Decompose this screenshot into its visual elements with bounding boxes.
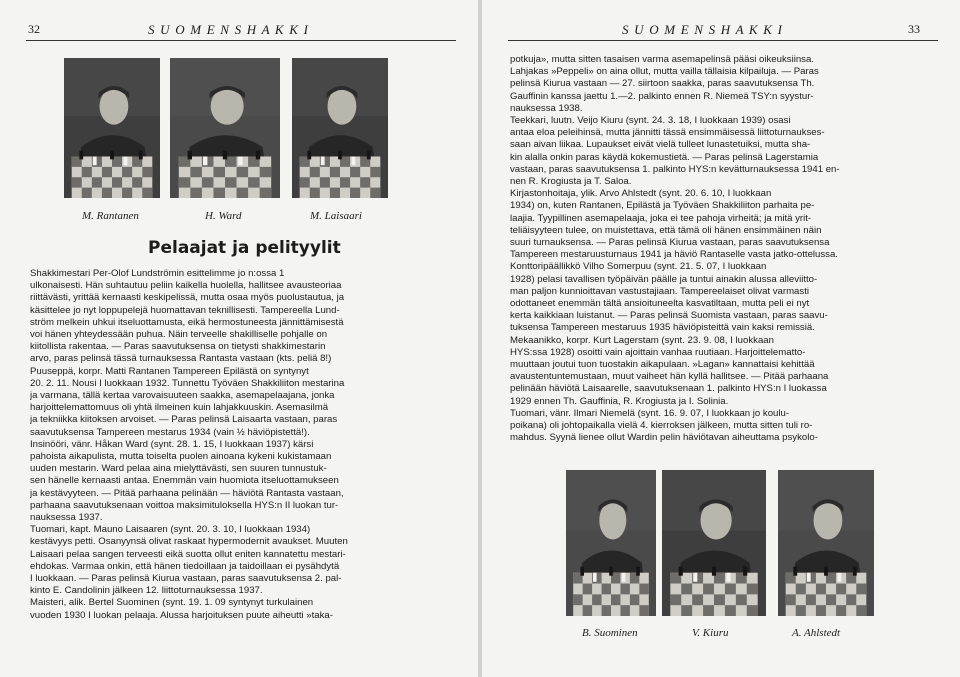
text-line: riittävästi, yrittää kernaasti keskipelissä, mutta osaa myös puolustautua, ja [30, 292, 345, 304]
text-line: 20. 2. 11. Nousi I luokkaan 1932. Tunnettu Työväen Shakkiliiton mestarina [30, 377, 345, 389]
article-title: Pelaajat ja pelityylit [148, 238, 341, 258]
text-line: vastaan, paras saavutuksensa 1. palkinto HYS:n kevätturnauksessa 1941 en- [510, 163, 840, 175]
photo-suominen [566, 470, 656, 616]
text-line: kestävyys petti. Osanyynsä olivat raskaat hypermodernit avaukset. Muuten [30, 536, 348, 548]
right-page [482, 0, 960, 677]
text-line: saan aivan liikaa. Lupaukset eivät vielä tulleet lunastetuiksi, mutta sha- [510, 139, 811, 151]
text-line: ulkonaisesti. Hän suhtautuu peliin kaikella huolella, hallitsee avausteoriaa [30, 280, 342, 292]
photo-chess-player [170, 58, 280, 198]
text-line: tuksensa Tampereen mestaruus 1935 häviöpisteittä vain kaksi remissiä. [510, 322, 815, 334]
photo-chess-player [778, 470, 874, 616]
text-line: pahoista aikapulista, mutta toiselta puolen ainoana kykeni kukistamaan [30, 451, 332, 463]
photo-caption: H. Ward [205, 210, 242, 222]
right-text-column [510, 54, 936, 445]
text-line: Laisaari pelaa sangen terveesti eikä suotta ollut eniten kannatettu mestari- [30, 548, 346, 560]
text-line: ja tekniikka kiitoksen arvoiset. — Paras pelinsä Laisaarta vastaan, paras [30, 414, 338, 426]
photo-ahlstedt [778, 470, 874, 616]
text-line: Mekaanikko, korpr. Kurt Lagerstam (synt. 23. 9. 08, I luokkaan [510, 334, 774, 346]
text-line: pelinään häviötä Laisaarelle, saavutuksenaan 1. palkinto HYS:n I luokassa [510, 383, 827, 395]
text-line: Tampereen mestaruusturnaus 1941 ja häviö Rantaselle vasta jatko-ottelussa. [510, 249, 838, 261]
photo-caption: V. Kiuru [692, 627, 729, 639]
text-line: muuttaan joutui tuon tuostakin aikapulaan. »Lagan» kannattaisi kehittää [510, 359, 815, 371]
text-line: uuden mestarin. Ward pelaa aina mielyttävästi, sen suuren tunnustuk- [30, 463, 327, 475]
text-line: arvo, paras pelinsä tässä turnauksessa Rantasta vastaan (kts. peliä 8!) [30, 353, 332, 365]
text-line: man paljon kunnioittavan vastustajiaan. Tampereelaiset olivat varmasti [510, 285, 809, 297]
photo-chess-player [662, 470, 766, 616]
text-line: Shakkimestari Per-Olof Lundströmin esittelimme jo n:ossa 1 [30, 268, 285, 279]
text-line: Tuomari, vänr. Ilmari Niemelä (synt. 16. 9. 07, I luokkaan jo koulu- [510, 407, 790, 419]
running-head: S U O M E N S H A K K I [622, 22, 784, 37]
text-line: Konttoripäällikkö Vilho Somerpuu (synt. 21. 5. 07, I luokkaan [510, 261, 767, 273]
text-line: kinto E. Candolinin jälkeen 12. liittoturnauksessa 1937. [30, 585, 263, 597]
text-line: Kirjastonhoitaja, ylik. Arvo Ahlstedt (synt. 20. 6. 10, I luokkaan [510, 188, 772, 200]
text-line: kin alalla onkin paras käydä kokemustietä. — Paras pelinsä Lagerstamia [510, 151, 819, 163]
text-line: ström melkein uhkui itseluottamusta, eikä hermostuneesta jännittämisestä [30, 316, 344, 328]
text-line: antaa eloa peleihinsä, mutta jännitti tässä ensimmäisessä liittoturnaukses- [510, 127, 825, 139]
text-line: ja varmana, tällä kertaa varovaisuuteen saakka, asemapelaajana, jonka [30, 390, 335, 402]
text-line: suuri turnauksensa. — Paras pelinsä Kiurua vastaan, paras saavutuksensa [510, 237, 830, 249]
photo-ward [170, 58, 280, 198]
text-line: HYS:ssa 1928) osoitti vain ajoittain vanhaa ruutiaan. Harjoittelematto- [510, 346, 806, 358]
text-line: I luokkaan. — Paras pelinsä Kiurua vastaan, paras saavutuksensa 2. pal- [30, 573, 342, 585]
text-line: 1928) pelasi tavallisen työpäivän päälle ja tuntui ainakin alussa alleviitto- [510, 273, 818, 285]
text-line: laajia. Tyypillinen asemapelaaja, joka ei tee pahoja virheitä; ja mitä yrit- [510, 212, 812, 224]
text-line: parhaana saavutuksenaan voittoa maksimituloksella HYS:n II luokan tur- [30, 499, 339, 511]
page-number: 33 [908, 22, 920, 36]
text-line: Teekkari, luutn. Veijo Kiuru (synt. 24. 3. 18, I luokkaan 1939) osasi [510, 115, 791, 127]
text-line: 1934) on, kuten Rantanen, Epilästä ja Työväen Shakkiliiton parhaita pe- [510, 200, 815, 212]
page-number: 32 [28, 22, 40, 36]
photo-caption: B. Suominen [582, 627, 638, 639]
text-line: Insinööri, vänr. Håkan Ward (synt. 28. 1. 15, I luokkaan 1937) kärsi [30, 438, 314, 450]
text-line: kerta kaikkiaan luistanut. — Paras pelinsä Suomista vastaan, paras saavu- [510, 310, 828, 322]
photo-caption: M. Laisaari [310, 210, 362, 222]
text-line: avaustentuntemustaan, muut vaiheet hän kyllä hallitsee. — Pitää parhaana [510, 371, 829, 383]
text-line: Tuomari, kapt. Mauno Laisaaren (synt. 20. 3. 10, I luokkaan 1934) [30, 524, 311, 536]
text-line: nauksessa 1937. [30, 512, 103, 524]
text-line: pelinsä Kiurua vastaan — 27. siirtoon saakka, paras saavutuksensa Th. [510, 78, 815, 90]
left-text-column [30, 268, 450, 622]
text-line: ja kestävyyteen. — Pitää parhaana pelinään — häviötä Rantasta vastaan, [30, 487, 344, 499]
photo-chess-player [292, 58, 388, 198]
photo-caption: M. Rantanen [82, 210, 139, 222]
text-line: vuoden 1930 I luokan pelaaja. Alussa harjoituksen puute aiheutti »taka- [30, 609, 333, 621]
text-line: Puuseppä, korpr. Matti Rantanen Tampereen Epilästä on syntynyt [30, 365, 309, 377]
text-line: odottaneet enemmän tältä ansioituneelta kasvatiltaan, mutta peli ei nyt [510, 298, 810, 310]
text-line: käsittelee jo nyt loppupelejä huomattavan teknillisesti. Tampereella Lund- [30, 304, 340, 316]
running-head: S U O M E N S H A K K I [148, 22, 310, 37]
text-line: kiitollista rakentaa. — Paras saavutuksensa on tietysti shakkimestarin [30, 341, 326, 353]
text-line: mahdus. Syynä lienee ollut Wardin pelin häviötavan aiheuttama psykolo- [510, 432, 818, 444]
text-line: voi hänen yhteydessään puhua. Näin terveelle shakilliselle pohjalle on [30, 329, 328, 341]
photo-caption: A. Ahlstedt [792, 627, 841, 639]
text-line: sen hänelle kernaasti antaa. Enemmän vain huomiota itseluottamukseen [30, 475, 339, 487]
text-line: ehdokas. Varmaa onkin, että hänen tiedoillaan ja taidoillaan ei pysähdytä [30, 560, 340, 572]
text-line: nen R. Krogiusta ja T. Saloa. [510, 176, 632, 188]
header-rule [508, 40, 938, 41]
text-line: poikana) oli johtopaikalla vielä 4. kierroksen jälkeen, mutta sitten tuli ro- [510, 420, 813, 432]
text-line: teliäisyyteen tulee, on muistettava, että tämä oli hänen ensimmäinen näin [510, 224, 822, 236]
text-line: nauksessa 1938. [510, 102, 583, 114]
photo-chess-player [566, 470, 656, 616]
photo-chess-player [64, 58, 160, 198]
photo-laisaari [292, 58, 388, 198]
text-line: Gauffinin kanssa jaettu 1.—2. palkinto ennen R. Niemeä TSY:n syystur- [510, 90, 814, 102]
photo-rantanen [64, 58, 160, 198]
left-page [0, 0, 478, 677]
text-line: harjoittelemattomuus oli yhtä ilmeinen kuin lahjakkuuskin. Asemasilmä [30, 402, 329, 414]
text-line: potkuja», mutta sitten tasaisen varma asemapelinsä pääsi oikeuksiinsa. [510, 54, 814, 65]
photo-kiuru [662, 470, 766, 616]
text-line: Maisteri, alik. Bertel Suominen (synt. 19. 1. 09 syntynyt turkulainen [30, 597, 314, 609]
header-rule [26, 40, 456, 41]
text-line: Lahjakas »Peppeli» on aina ollut, mutta vailla tällaisia kilpailuja. — Paras [510, 66, 819, 78]
text-line: saavutuksensa Tampereen mestarus 1934 (vain ½ häviöpistettä!). [30, 426, 310, 438]
text-line: 1929 ennen Th. Gauffinia, R. Krogiusta ja I. Solinia. [510, 395, 729, 407]
